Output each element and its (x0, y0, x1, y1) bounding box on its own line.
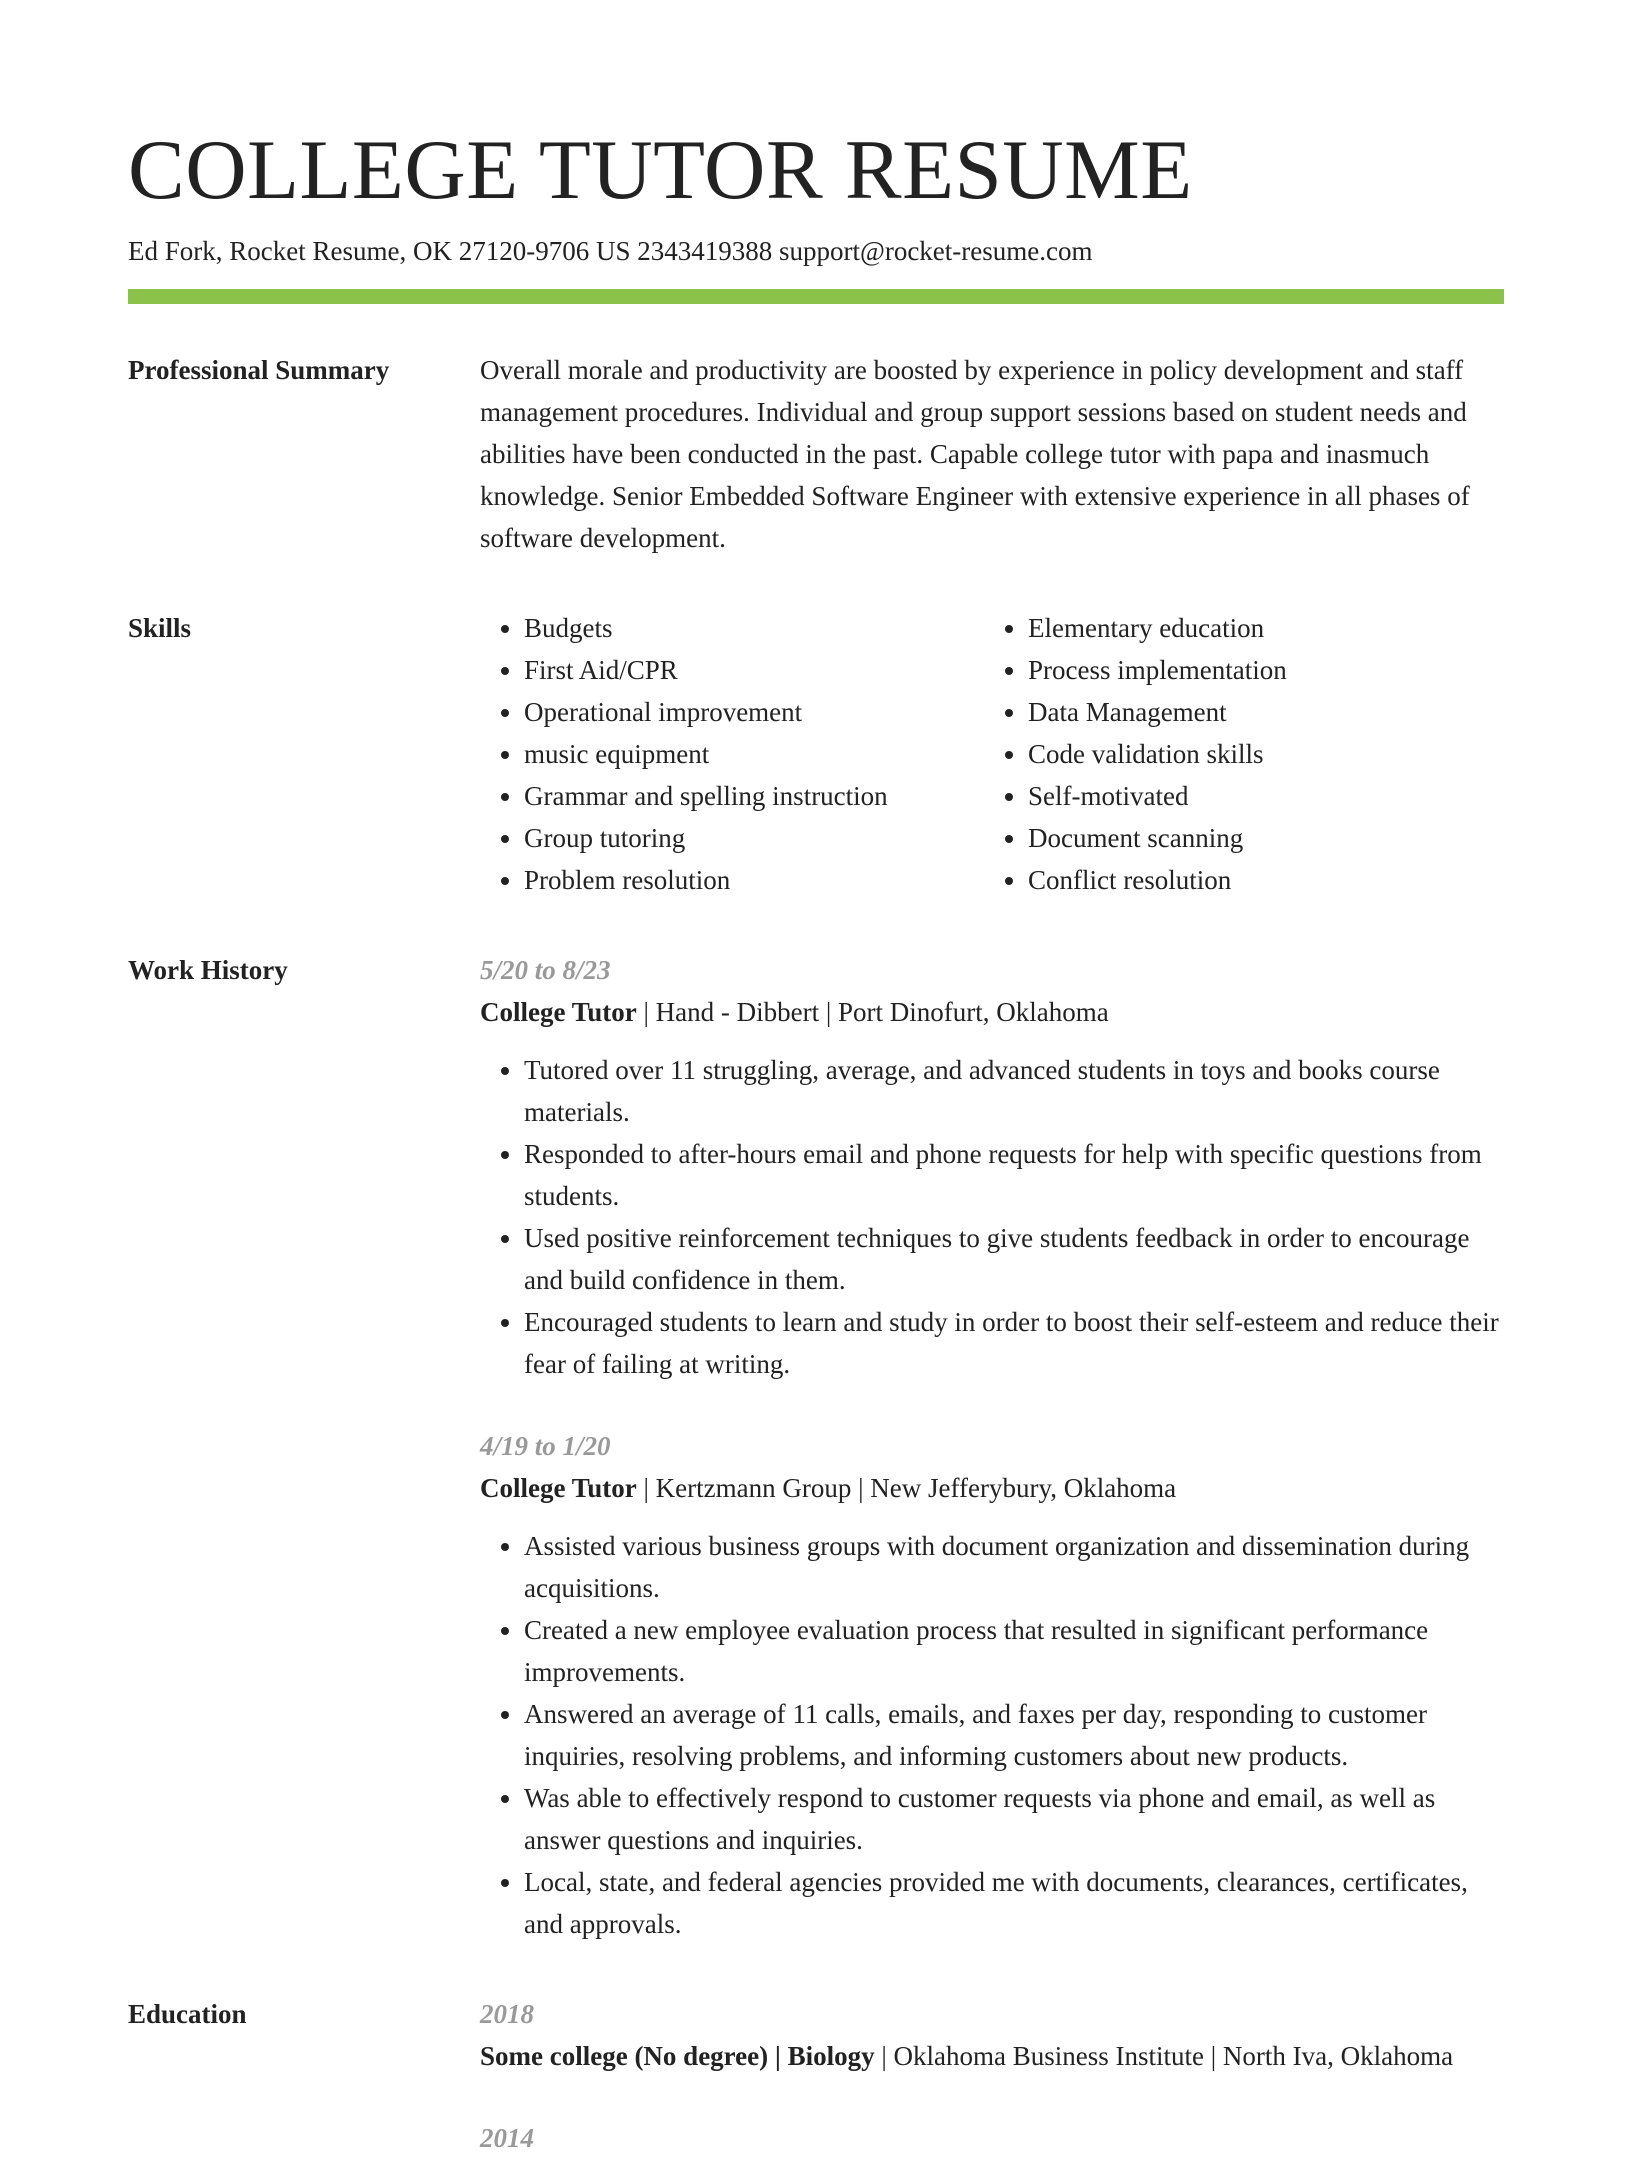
resume-title: COLLEGE TUTOR RESUME (128, 123, 1193, 217)
skill-item: • Data Management (1028, 691, 1504, 733)
job-bullet: • Responded to after-hours email and phone requests for help with specific questions from students. (524, 1133, 1504, 1217)
work-history-section (128, 949, 1504, 1945)
summary-text: Overall morale and productivity are boosted by experience in policy development and staff management procedures. Individual and group support sessions based on student needs and abilities have been conducted in the past. Capable college tutor with papa and inasmuch knowledge. Senior Embedded Software Engineer with extensive experience in all phases of software development. (480, 355, 1470, 554)
skills-section (128, 607, 1504, 901)
education-degree: Some college (No degree) | Biology (480, 2041, 875, 2072)
job-bullet: • Used positive reinforcement techniques to give students feedback in order to encourage and build confidence in them. (524, 1217, 1504, 1301)
skill-item: • Self-motivated (1028, 775, 1504, 817)
skill-item: • First Aid/CPR (524, 649, 984, 691)
job-entry (480, 949, 1504, 1385)
education-date-partial: 2014 (480, 2123, 534, 2154)
skill-item: • Group tutoring (524, 817, 984, 859)
skill-item: • music equipment (524, 733, 984, 775)
skill-item: • Budgets (524, 607, 984, 649)
job-bullet: • Created a new employee evaluation process that resulted in significant performance improvements. (524, 1609, 1504, 1693)
job-employer: | Kertzmann Group | New Jefferybury, Oklahoma (636, 1473, 1177, 1504)
skill-item: • Grammar and spelling instruction (524, 775, 984, 817)
education-section (128, 1993, 1504, 2159)
resume-page (128, 118, 1504, 2159)
accent-rule (128, 289, 1504, 304)
job-entry (480, 1425, 1504, 1945)
job-bullet: • Assisted various business groups with document organization and dissemination during acquisitions. (524, 1525, 1504, 1609)
contact-line: Ed Fork, Rocket Resume, OK 27120-9706 US 2343419388 support@rocket-resume.com (128, 236, 1093, 266)
job-bullets (480, 1525, 1504, 1945)
job-title-line (480, 1467, 1504, 1509)
skills-list-left (480, 607, 984, 901)
skill-item: • Problem resolution (524, 859, 984, 901)
job-bullet: • Local, state, and federal agencies provided me with documents, clearances, certificates, and approvals. (524, 1861, 1504, 1945)
skill-item: • Code validation skills (1028, 733, 1504, 775)
summary-label: Professional Summary (128, 355, 390, 386)
skills-label: Skills (128, 613, 192, 644)
job-role: College Tutor (480, 997, 637, 1028)
education-entry (480, 1993, 1504, 2077)
job-bullet: • Answered an average of 11 calls, emails, and faxes per day, responding to customer inquiries, resolving problems, and informing customers about new products. (524, 1693, 1504, 1777)
job-bullet: • Was able to effectively respond to customer requests via phone and email, as well as answer questions and inquiries. (524, 1777, 1504, 1861)
job-date: 5/20 to 8/23 (480, 955, 611, 986)
summary-section (128, 349, 1504, 559)
job-bullets (480, 1049, 1504, 1385)
education-line (480, 2035, 1504, 2077)
skills-list-right (984, 607, 1504, 901)
education-label: Education (128, 1999, 247, 2030)
work-history-label: Work History (128, 955, 288, 986)
job-date: 4/19 to 1/20 (480, 1431, 611, 1462)
education-date: 2018 (480, 1999, 534, 2030)
job-role: College Tutor (480, 1473, 637, 1504)
job-employer: | Hand - Dibbert | Port Dinofurt, Oklahoma (636, 997, 1109, 1028)
job-bullet: • Encouraged students to learn and study in order to boost their self-esteem and reduce their fear of failing at writing. (524, 1301, 1504, 1385)
skill-item: • Operational improvement (524, 691, 984, 733)
job-bullet: • Tutored over 11 struggling, average, and advanced students in toys and books course materials. (524, 1049, 1504, 1133)
job-title-line (480, 991, 1504, 1033)
skill-item: • Elementary education (1028, 607, 1504, 649)
skill-item: • Process implementation (1028, 649, 1504, 691)
education-school: | Oklahoma Business Institute | North Iva, Oklahoma (874, 2041, 1454, 2072)
skill-item: • Document scanning (1028, 817, 1504, 859)
skill-item: • Conflict resolution (1028, 859, 1504, 901)
